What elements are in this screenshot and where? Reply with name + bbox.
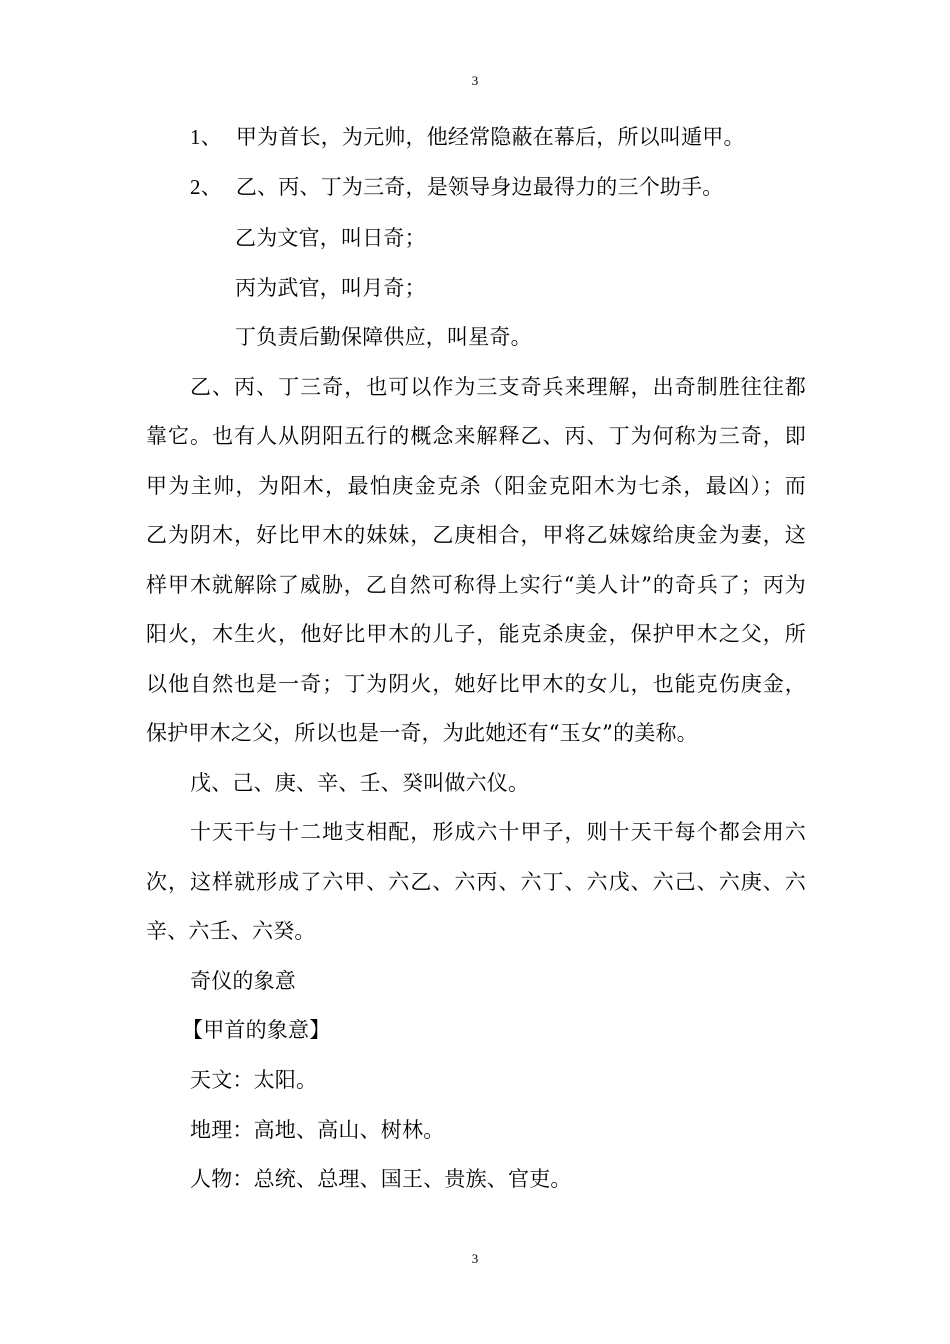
paragraph-line: 十天干与十二地支相配，形成六十甲子，则十天干每个都会用六: [190, 820, 806, 844]
paragraph-line: 甲为主帅，为阳木，最怕庚金克杀（阳金克阳木为七杀，最凶）；而: [146, 474, 806, 498]
sub-item: 乙为文官，叫日奇；: [235, 226, 426, 250]
list-number: 2、: [190, 175, 222, 199]
page-number-bottom: 3: [471, 1251, 479, 1266]
list-text: 乙、丙、丁为三奇，是领导身边最得力的三个助手。: [235, 175, 724, 199]
list-text: 甲为首长，为元帅，他经常隐蔽在幕后，所以叫遁甲。: [235, 125, 745, 149]
paragraph: 戊、己、庚、辛、壬、癸叫做六仪。: [190, 771, 530, 795]
attribute-line: 天文：太阳。: [190, 1068, 318, 1092]
paragraph-line: 次，这样就形成了六甲、六乙、六丙、六丁、六戊、六己、六庚、六: [146, 870, 806, 894]
list-item-2: [146, 174, 806, 200]
paragraph-line: 靠它。也有人从阴阳五行的概念来解释乙、丙、丁为何称为三奇，即: [146, 424, 806, 448]
paragraph-line: 以他自然也是一奇；丁为阴火，她好比甲木的女儿，也能克伤庚金，: [146, 672, 806, 696]
paragraph-line: 样甲木就解除了威胁，乙自然可称得上实行“美人计”的奇兵了；丙为: [146, 573, 806, 597]
sub-item: 丙为武官，叫月奇；: [235, 276, 426, 300]
page-number-top: 3: [471, 73, 479, 88]
paragraph-line: 乙、丙、丁三奇，也可以作为三支奇兵来理解，出奇制胜往往都: [190, 375, 806, 399]
subsection-title: 【甲首的象意】: [182, 1018, 331, 1042]
list-item-1: [146, 124, 806, 150]
paragraph-line: 乙为阴木，好比甲木的妹妹，乙庚相合，甲将乙妹嫁给庚金为妻，这: [146, 523, 806, 547]
attribute-line: 人物：总统、总理、国王、贵族、官吏。: [190, 1167, 572, 1191]
sub-item: 丁负责后勤保障供应，叫星奇。: [235, 325, 532, 349]
list-number: 1、: [190, 125, 222, 149]
paragraph-line: 辛、六壬、六癸。: [146, 919, 316, 943]
paragraph-line: 保护甲木之父，所以也是一奇，为此她还有“玉女”的美称。: [146, 721, 698, 745]
attribute-line: 地理：高地、高山、树林。: [190, 1118, 445, 1142]
paragraph-line: 阳火，木生火，他好比甲木的儿子，能克杀庚金，保护甲木之父，所: [146, 622, 806, 646]
section-title: 奇仪的象意: [190, 969, 296, 993]
